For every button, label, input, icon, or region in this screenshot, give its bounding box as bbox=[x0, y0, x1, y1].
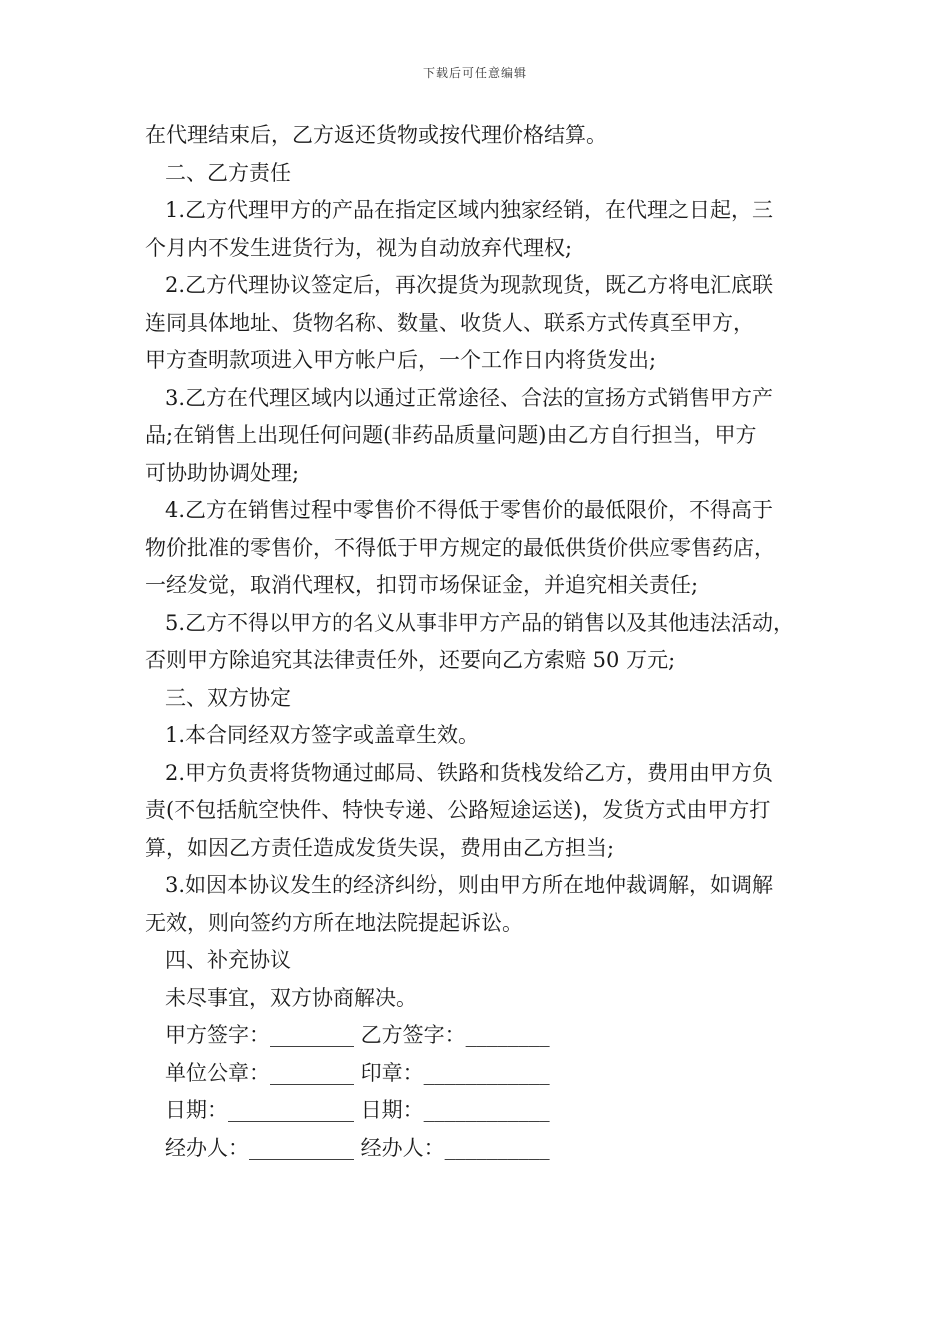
paragraph-line: 未尽事宜，双方协商解决。 bbox=[165, 985, 417, 1010]
paragraph-line: 2.甲方负责将货物通过邮局、铁路和货栈发给乙方，费用由甲方负 bbox=[165, 760, 774, 785]
paragraph-line: 5.乙方不得以甲方的名义从事非甲方产品的销售以及其他违法活动， bbox=[165, 610, 795, 635]
document-body bbox=[145, 117, 825, 1167]
paragraph-line: 一经发觉，取消代理权，扣罚市场保证金，并追究相关责任; bbox=[145, 573, 699, 597]
date-line: 日期：____________ 日期：____________ bbox=[165, 1098, 550, 1122]
paragraph-line: 个月内不发生进货行为，视为自动放弃代理权; bbox=[145, 235, 573, 260]
signature-line: 甲方签字：________ 乙方签字：________ bbox=[165, 1023, 550, 1047]
paragraph-line: 2.乙方代理协议签定后，再次提货为现款现货，既乙方将电汇底联 bbox=[165, 273, 774, 297]
section-heading: 二、乙方责任 bbox=[165, 160, 291, 185]
paragraph-line: 在代理结束后，乙方返还货物或按代理价格结算。 bbox=[145, 123, 607, 147]
paragraph-line: 4.乙方在销售过程中零售价不得低于零售价的最低限价，不得高于 bbox=[165, 498, 774, 522]
paragraph-line: 3.乙方在代理区域内以通过正常途径、合法的宣扬方式销售甲方产 bbox=[165, 385, 774, 410]
section-heading: 四、补充协议 bbox=[165, 948, 291, 972]
seal-line: 单位公章：________ 印章：____________ bbox=[165, 1060, 550, 1085]
paragraph-line: 可协助协调处理; bbox=[145, 460, 300, 485]
paragraph-line: 品;在销售上出现任何问题(非药品质量问题)由乙方自行担当，甲方 bbox=[145, 423, 757, 447]
section-heading: 三、双方协定 bbox=[165, 685, 291, 710]
paragraph-line: 连同具体地址、货物名称、数量、收货人、联系方式传真至甲方， bbox=[145, 310, 754, 335]
handler-line: 经办人：__________ 经办人：__________ bbox=[165, 1135, 550, 1160]
paragraph-line: 算，如因乙方责任造成发货失误，费用由乙方担当; bbox=[145, 835, 615, 860]
paragraph-line: 物价批准的零售价，不得低于甲方规定的最低供货价供应零售药店， bbox=[145, 535, 775, 560]
paragraph-line: 3.如因本协议发生的经济纠纷，则由甲方所在地仲裁调解，如调解 bbox=[165, 873, 774, 897]
paragraph-line: 无效，则向签约方所在地法院提起诉讼。 bbox=[145, 910, 523, 935]
paragraph-line: 1.乙方代理甲方的产品在指定区域内独家经销，在代理之日起，三 bbox=[165, 198, 774, 222]
paragraph-line: 责(不包括航空快件、特快专递、公路短途运送)，发货方式由甲方打 bbox=[145, 798, 771, 822]
paragraph-line: 否则甲方除追究其法律责任外，还要向乙方索赔 50 万元; bbox=[145, 648, 676, 672]
paragraph-line: 甲方查明款项进入甲方帐户后，一个工作日内将货发出; bbox=[145, 348, 657, 372]
page-header: 下载后可任意编辑 bbox=[422, 66, 527, 80]
paragraph-line: 1.本合同经双方签字或盖章生效。 bbox=[165, 723, 480, 747]
